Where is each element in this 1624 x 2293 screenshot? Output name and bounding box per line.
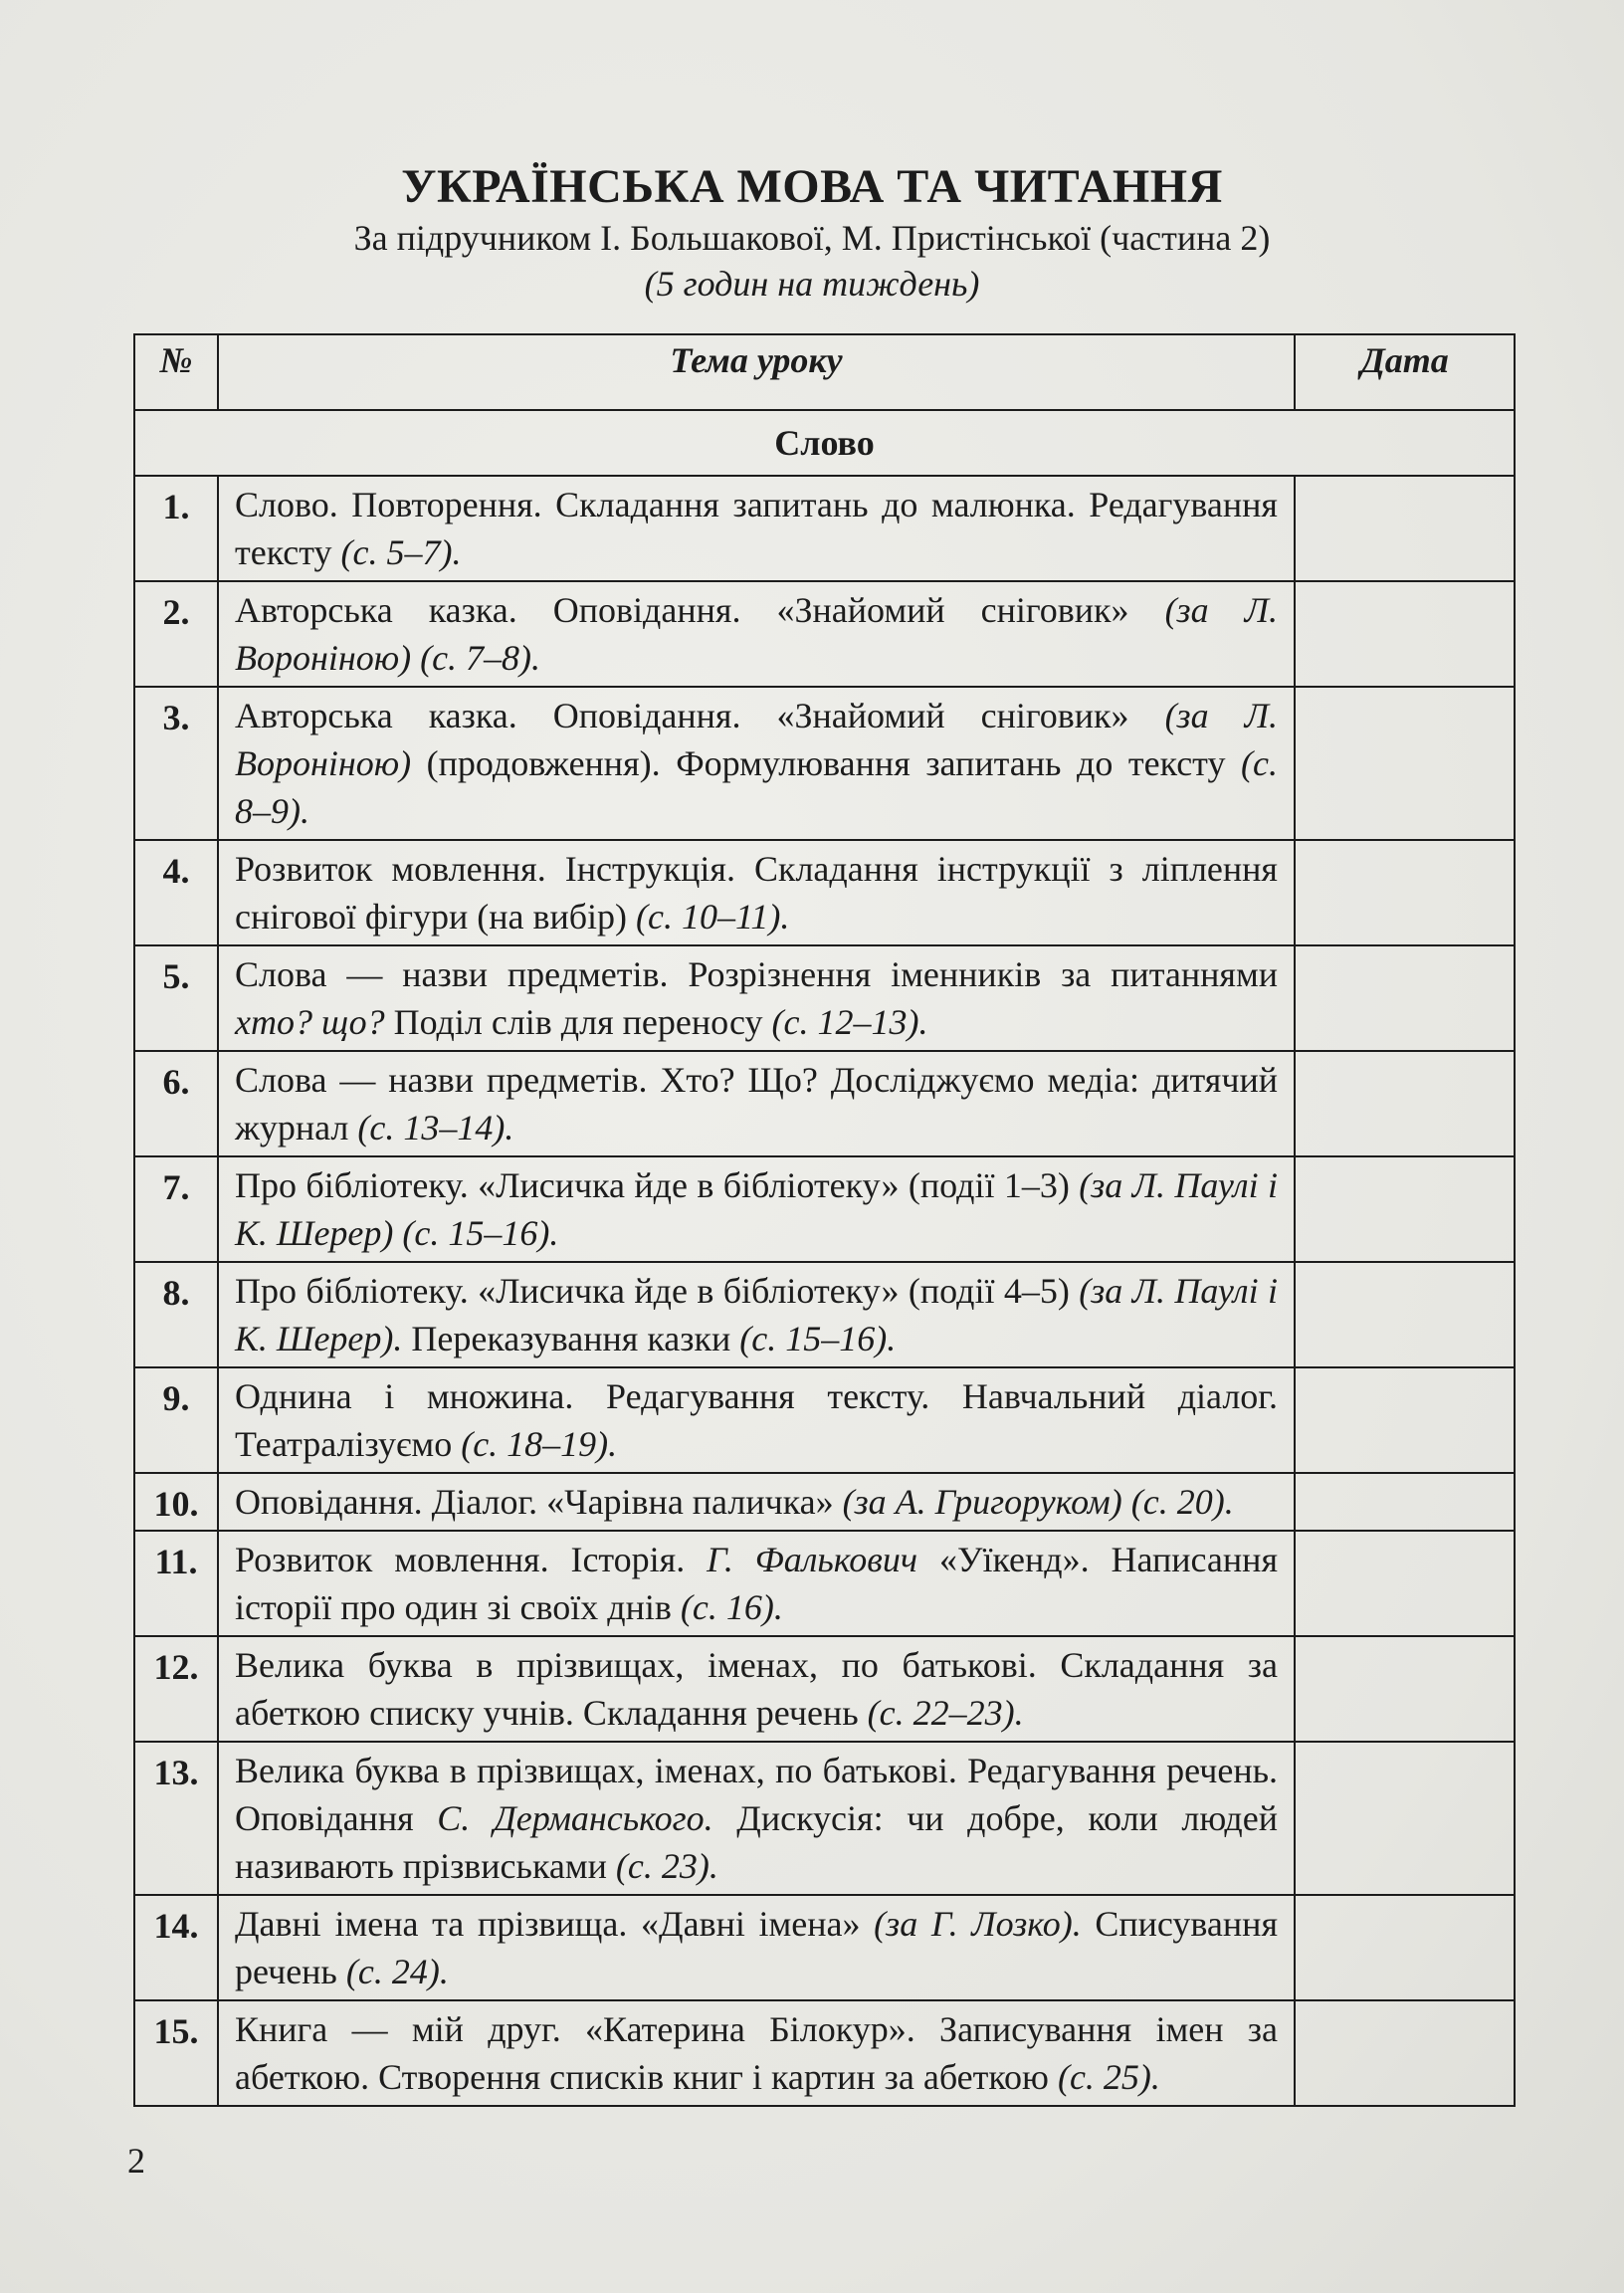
lesson-number: 5.: [134, 945, 218, 1051]
lesson-date-cell[interactable]: [1295, 1262, 1515, 1367]
table-row: [134, 840, 1515, 945]
lesson-topic-italic-fragment: (с. 24).: [345, 1952, 449, 1991]
lesson-date-cell[interactable]: [1295, 2000, 1515, 2106]
lesson-number: 8.: [134, 1262, 218, 1367]
lesson-topic-italic-fragment: (с. 10–11).: [636, 897, 790, 937]
hours-note: (5 годин на тиждень): [644, 264, 980, 304]
lesson-topic-fragment: Книга — мій друг. «Катерина Білокур». Записування імен за абеткою. Створення списків книг і картин за абеткою: [235, 2009, 1278, 2097]
lesson-number: 3.: [134, 687, 218, 840]
lesson-topic-fragment: Авторська казка. Оповідання. «Знайомий сніговик»: [235, 696, 1165, 735]
lesson-date-cell[interactable]: [1295, 581, 1515, 687]
lesson-topic-italic-fragment: (с. 15–16).: [739, 1319, 897, 1358]
lesson-topic-italic-fragment: (за Г. Лозко).: [874, 1904, 1082, 1944]
lesson-topic: [218, 945, 1295, 1051]
lesson-topic: [218, 1367, 1295, 1473]
lesson-topic-fragment: Авторська казка. Оповідання. «Знайомий сніговик»: [235, 590, 1165, 630]
lesson-topic-fragment: «Уїкенд». Написання історії про один зі своїх днів: [235, 1540, 1278, 1627]
section-title: Слово: [134, 410, 1515, 476]
lesson-topic-italic-fragment: хто? що?: [235, 1002, 385, 1042]
lesson-topic-fragment: Слова — назви предметів. Розрізнення іменників за питаннями: [235, 954, 1278, 994]
table-row: [134, 945, 1515, 1051]
lesson-number: 1.: [134, 476, 218, 581]
table-row: [134, 1262, 1515, 1367]
lesson-number: 4.: [134, 840, 218, 945]
lesson-topic-italic-fragment: (за Л. Вороніною) (с. 7–8).: [235, 590, 1278, 678]
table-row: [134, 1895, 1515, 2000]
section-row: [134, 410, 1515, 476]
lesson-topic-italic-fragment: (с. 12–13).: [771, 1002, 928, 1042]
lesson-topic-fragment: Про бібліотеку. «Лисичка йде в бібліотеку» (події 4–5): [235, 1271, 1080, 1311]
lesson-topic-fragment: Давні імена та прізвища. «Давні імена»: [235, 1904, 875, 1944]
table-body: [134, 410, 1515, 2106]
lesson-topic: [218, 581, 1295, 687]
lesson-date-cell[interactable]: [1295, 945, 1515, 1051]
lesson-topic: [218, 1531, 1295, 1636]
lesson-number: 12.: [134, 1636, 218, 1742]
lesson-date-cell[interactable]: [1295, 1473, 1515, 1531]
lesson-date-cell[interactable]: [1295, 1895, 1515, 2000]
lesson-plan-table: [133, 333, 1516, 2107]
lesson-topic-italic-fragment: С. Дерманського.: [437, 1798, 713, 1838]
table-row: [134, 1636, 1515, 1742]
lesson-topic-fragment: Слова — назви предметів. Хто? Що? Досліджуємо медіа: дитячий журнал: [235, 1060, 1278, 1147]
lesson-topic-italic-fragment: (с. 18–19).: [461, 1424, 618, 1464]
column-header-number: №: [134, 334, 218, 410]
table-row: [134, 1156, 1515, 1262]
lesson-number: 10.: [134, 1473, 218, 1531]
lesson-topic: [218, 1895, 1295, 2000]
lesson-date-cell[interactable]: [1295, 476, 1515, 581]
lesson-topic-italic-fragment: (за Л. Вороніною): [235, 696, 1278, 783]
lesson-date-cell[interactable]: [1295, 1156, 1515, 1262]
lesson-topic-italic-fragment: (с. 5–7).: [340, 532, 462, 572]
lesson-topic: [218, 687, 1295, 840]
lesson-number: 11.: [134, 1531, 218, 1636]
lesson-topic-fragment: Дискусія: чи добре, коли людей називають прізвиськами: [235, 1798, 1278, 1886]
table-row: [134, 1742, 1515, 1895]
lesson-number: 2.: [134, 581, 218, 687]
lesson-topic: [218, 476, 1295, 581]
lesson-number: 9.: [134, 1367, 218, 1473]
lesson-topic-italic-fragment: (с. 16).: [680, 1587, 783, 1627]
lesson-date-cell[interactable]: [1295, 1636, 1515, 1742]
table-row: [134, 687, 1515, 840]
lesson-topic-fragment: Поділ слів для переносу: [384, 1002, 772, 1042]
lesson-topic-italic-fragment: (с. 22–23).: [867, 1693, 1024, 1733]
lesson-topic-fragment: Списування речень: [235, 1904, 1278, 1991]
table-header-row: [134, 334, 1515, 410]
lesson-topic-italic-fragment: (с. 25).: [1057, 2057, 1160, 2097]
lesson-topic: [218, 1051, 1295, 1156]
column-header-topic: Тема уроку: [218, 334, 1295, 410]
lesson-date-cell[interactable]: [1295, 1531, 1515, 1636]
lesson-number: 14.: [134, 1895, 218, 2000]
lesson-topic-fragment: Однина і множина. Редагування тексту. Навчальний діалог. Театралізуємо: [235, 1376, 1278, 1464]
page-subtitle: За підручником І. Большакової, М. Пристінської (частина 2): [353, 218, 1271, 258]
table-row: [134, 1531, 1515, 1636]
table-row: [134, 581, 1515, 687]
lesson-topic-italic-fragment: (за Л. Паулі і К. Шерер).: [235, 1271, 1278, 1358]
lesson-topic-fragment: Велика буква в прізвищах, іменах, по батькові. Складання за абеткою списку учнів. Складання речень: [235, 1645, 1278, 1733]
lesson-topic-fragment: (продовження). Формулювання запитань до тексту: [411, 743, 1242, 783]
lesson-topic: [218, 1636, 1295, 1742]
lesson-topic-fragment: Переказування казки: [402, 1319, 740, 1358]
lesson-topic: [218, 1742, 1295, 1895]
page-number: 2: [127, 2141, 145, 2181]
lesson-date-cell[interactable]: [1295, 1367, 1515, 1473]
lesson-topic-italic-fragment: (с. 23).: [615, 1846, 718, 1886]
lesson-date-cell[interactable]: [1295, 1051, 1515, 1156]
lesson-topic-fragment: Розвиток мовлення. Історія.: [235, 1540, 708, 1579]
lesson-topic-fragment: Розвиток мовлення. Інструкція. Складання інструкції з ліплення снігової фігури (на вибір): [235, 849, 1278, 937]
lesson-number: 13.: [134, 1742, 218, 1895]
lesson-topic-fragment: Оповідання. Діалог. «Чарівна паличка»: [235, 1482, 843, 1522]
lesson-date-cell[interactable]: [1295, 687, 1515, 840]
lesson-topic-italic-fragment: (с. 8–9).: [235, 743, 1278, 831]
lesson-topic-italic-fragment: (с. 13–14).: [357, 1108, 514, 1147]
lesson-topic: [218, 840, 1295, 945]
table-row: [134, 1051, 1515, 1156]
table-row: [134, 476, 1515, 581]
lesson-number: 6.: [134, 1051, 218, 1156]
lesson-topic: [218, 1156, 1295, 1262]
lesson-number: 15.: [134, 2000, 218, 2106]
table-row: [134, 1473, 1515, 1531]
lesson-date-cell[interactable]: [1295, 1742, 1515, 1895]
column-header-date: Дата: [1295, 334, 1515, 410]
lesson-topic-italic-fragment: Г. Фалькович: [707, 1540, 918, 1579]
lesson-topic: [218, 1473, 1295, 1531]
lesson-topic-fragment: Велика буква в прізвищах, іменах, по батькові. Редагування речень. Оповідання: [235, 1751, 1278, 1838]
lesson-topic-fragment: Про бібліотеку. «Лисичка йде в бібліотеку» (події 1–3): [235, 1165, 1080, 1205]
lesson-topic-italic-fragment: (за А. Григоруком) (с. 20).: [842, 1482, 1234, 1522]
lesson-topic-italic-fragment: (за Л. Паулі і К. Шерер) (с. 15–16).: [235, 1165, 1278, 1253]
lesson-date-cell[interactable]: [1295, 840, 1515, 945]
lesson-topic: [218, 2000, 1295, 2106]
table-row: [134, 1367, 1515, 1473]
page-title: УКРАЇНСЬКА МОВА ТА ЧИТАННЯ: [401, 160, 1223, 213]
lesson-topic-fragment: Слово. Повторення. Складання запитань до малюнка. Редагування тексту: [235, 485, 1278, 572]
lesson-number: 7.: [134, 1156, 218, 1262]
table-row: [134, 2000, 1515, 2106]
lesson-topic: [218, 1262, 1295, 1367]
